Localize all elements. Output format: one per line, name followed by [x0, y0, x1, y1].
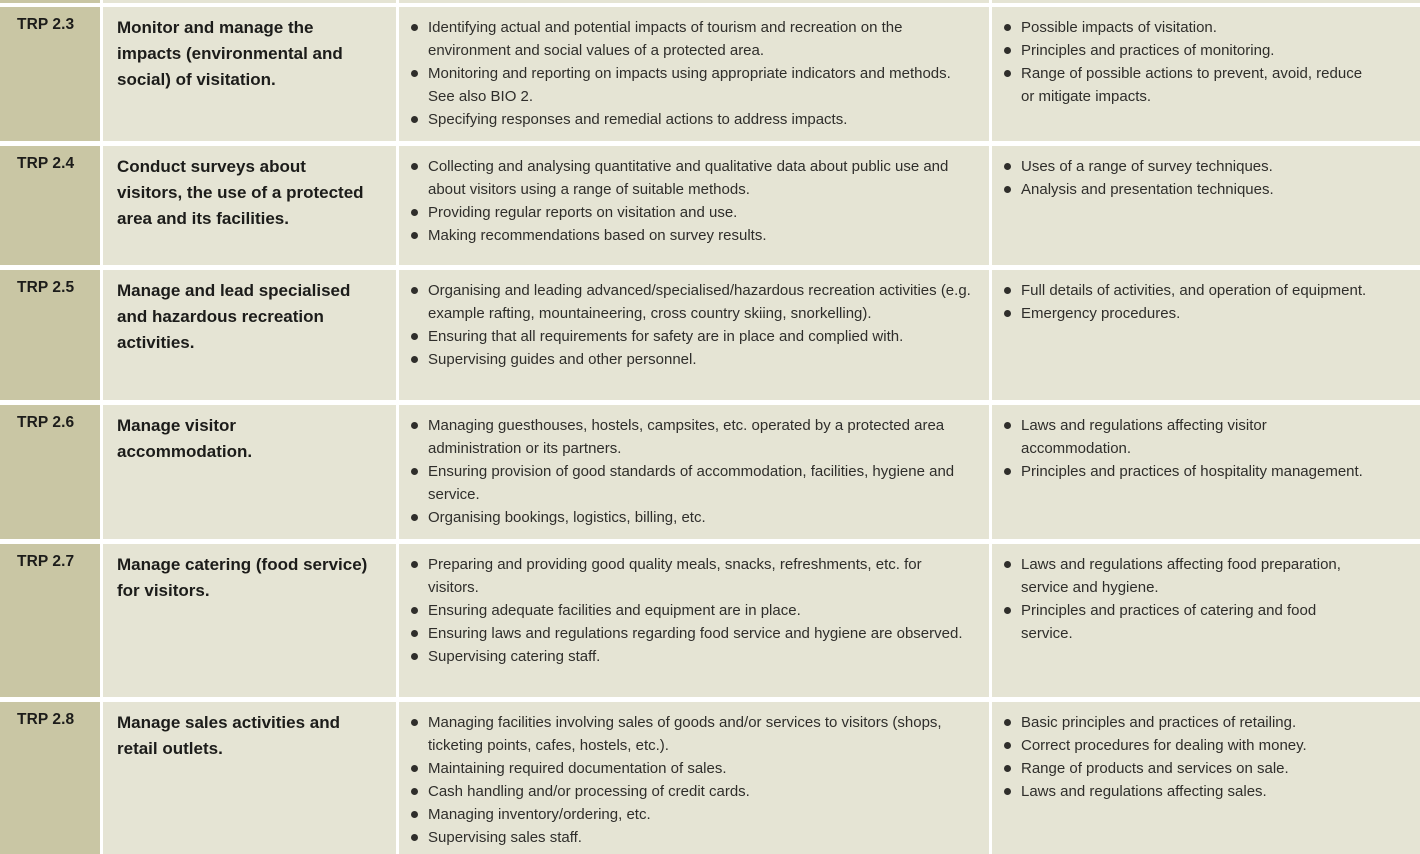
- bullet-text: Range of possible actions to prevent, avoid, reduce or mitigate impacts.: [1021, 65, 1363, 105]
- list-item: [411, 780, 971, 803]
- bullet-icon: [411, 765, 418, 772]
- list-item: [411, 599, 971, 622]
- competence-title: [103, 405, 396, 539]
- bullet-icon: [411, 719, 418, 726]
- list-item: [1004, 302, 1370, 325]
- competence-code: [0, 270, 100, 400]
- skills-list: [411, 279, 971, 371]
- bullet-text: Supervising guides and other personnel.: [428, 351, 697, 368]
- table-row: [0, 702, 1420, 854]
- skills-list: [411, 155, 971, 247]
- bullet-text: Ensuring that all requirements for safety are in place and complied with.: [428, 328, 904, 345]
- knowledge-list: [1004, 711, 1370, 803]
- title-text: Monitor and manage the impacts (environmental and social) of visitation.: [117, 18, 343, 89]
- list-item: [411, 108, 971, 131]
- bullet-text: Basic principles and practices of retailing.: [1021, 714, 1297, 731]
- knowledge-cell: [992, 146, 1420, 265]
- bullet-text: Laws and regulations affecting food preparation, service and hygiene.: [1021, 556, 1341, 596]
- list-item: [411, 16, 971, 62]
- bullet-icon: [1004, 742, 1011, 749]
- bullet-icon: [411, 630, 418, 637]
- list-item: [1004, 39, 1370, 62]
- skills-cell: [399, 270, 989, 400]
- competence-code: [0, 146, 100, 265]
- bullet-text: Making recommendations based on survey results.: [428, 227, 767, 244]
- list-item: [411, 622, 971, 645]
- bullet-text: Providing regular reports on visitation and use.: [428, 204, 738, 221]
- bullet-icon: [1004, 607, 1011, 614]
- table-row: [0, 7, 1420, 141]
- competence-title: [103, 146, 396, 265]
- list-item: [1004, 155, 1370, 178]
- list-item: [1004, 414, 1370, 460]
- title-text: Manage and lead specialised and hazardous recreation activities.: [117, 281, 351, 352]
- bullet-icon: [411, 163, 418, 170]
- skills-cell: [399, 7, 989, 141]
- knowledge-list: [1004, 553, 1370, 645]
- list-item: [1004, 178, 1370, 201]
- knowledge-cell: [992, 702, 1420, 854]
- knowledge-list: [1004, 155, 1370, 201]
- list-item: [411, 460, 971, 506]
- competence-table: [0, 7, 1420, 854]
- list-item: [1004, 279, 1370, 302]
- knowledge-cell-edge: [992, 0, 1420, 3]
- competence-code: [0, 7, 100, 141]
- table-row: [0, 405, 1420, 539]
- bullet-icon: [1004, 287, 1011, 294]
- code-cell-edge: [0, 0, 100, 3]
- knowledge-list: [1004, 279, 1370, 325]
- list-item: [1004, 780, 1370, 803]
- table-row: [0, 544, 1420, 697]
- list-item: [1004, 757, 1370, 780]
- skills-cell: [399, 702, 989, 854]
- list-item: [411, 803, 971, 826]
- list-item: [411, 414, 971, 460]
- previous-row-edge: [0, 0, 1420, 3]
- bullet-icon: [1004, 468, 1011, 475]
- bullet-icon: [411, 356, 418, 363]
- bullet-text: Cash handling and/or processing of credit cards.: [428, 783, 750, 800]
- bullet-text: Managing guesthouses, hostels, campsites, etc. operated by a protected area administration or its partners.: [428, 417, 945, 457]
- bullet-text: Identifying actual and potential impacts of tourism and recreation on the environment and social values of a protected area.: [428, 19, 903, 59]
- knowledge-cell: [992, 544, 1420, 697]
- list-item: [411, 826, 971, 849]
- competence-code: [0, 544, 100, 697]
- knowledge-cell: [992, 405, 1420, 539]
- competence-title: [103, 544, 396, 697]
- bullet-icon: [1004, 186, 1011, 193]
- competence-title: [103, 702, 396, 854]
- title-text: Manage visitor accommodation.: [117, 416, 253, 461]
- skills-cell-edge: [399, 0, 989, 3]
- skills-list: [411, 414, 971, 529]
- code-label: TRP 2.7: [17, 553, 75, 570]
- knowledge-cell: [992, 7, 1420, 141]
- code-label: TRP 2.3: [17, 16, 75, 33]
- title-text: Conduct surveys about visitors, the use of a protected area and its facilities.: [117, 157, 364, 228]
- list-item: [1004, 711, 1370, 734]
- knowledge-list: [1004, 16, 1370, 108]
- list-item: [1004, 460, 1370, 483]
- list-item: [411, 325, 971, 348]
- bullet-text: Laws and regulations affecting visitor accommodation.: [1021, 417, 1267, 457]
- bullet-text: Ensuring provision of good standards of accommodation, facilities, hygiene and service.: [428, 463, 955, 503]
- bullet-text: Ensuring laws and regulations regarding food service and hygiene are observed.: [428, 625, 963, 642]
- title-text: Manage sales activities and retail outlets.: [117, 713, 340, 758]
- skills-cell: [399, 544, 989, 697]
- list-item: [411, 757, 971, 780]
- bullet-text: Managing facilities involving sales of goods and/or services to visitors (shops, ticketing points, cafes, hostels, etc.).: [428, 714, 942, 754]
- competence-code: [0, 702, 100, 854]
- bullet-text: Preparing and providing good quality meals, snacks, refreshments, etc. for visitors.: [428, 556, 922, 596]
- bullet-icon: [411, 468, 418, 475]
- code-label: TRP 2.8: [17, 711, 75, 728]
- knowledge-list: [1004, 414, 1370, 483]
- list-item: [1004, 734, 1370, 757]
- list-item: [1004, 62, 1370, 108]
- bullet-text: Emergency procedures.: [1021, 305, 1181, 322]
- bullet-text: Principles and practices of monitoring.: [1021, 42, 1275, 59]
- bullet-text: Laws and regulations affecting sales.: [1021, 783, 1267, 800]
- bullet-icon: [1004, 163, 1011, 170]
- bullet-icon: [411, 116, 418, 123]
- bullet-icon: [1004, 561, 1011, 568]
- bullet-icon: [1004, 310, 1011, 317]
- bullet-icon: [1004, 70, 1011, 77]
- bullet-text: Possible impacts of visitation.: [1021, 19, 1217, 36]
- bullet-icon: [411, 834, 418, 841]
- list-item: [1004, 599, 1370, 645]
- bullet-icon: [411, 607, 418, 614]
- bullet-icon: [411, 209, 418, 216]
- bullet-icon: [1004, 47, 1011, 54]
- bullet-text: Organising bookings, logistics, billing, etc.: [428, 509, 706, 526]
- table-row: [0, 146, 1420, 265]
- competence-title: [103, 270, 396, 400]
- competence-code: [0, 405, 100, 539]
- bullet-text: Analysis and presentation techniques.: [1021, 181, 1274, 198]
- bullet-icon: [1004, 788, 1011, 795]
- skills-list: [411, 553, 971, 668]
- bullet-text: Managing inventory/ordering, etc.: [428, 806, 651, 823]
- bullet-text: Maintaining required documentation of sales.: [428, 760, 727, 777]
- competence-title: [103, 7, 396, 141]
- bullet-text: Ensuring adequate facilities and equipment are in place.: [428, 602, 801, 619]
- bullet-icon: [1004, 765, 1011, 772]
- bullet-icon: [411, 653, 418, 660]
- bullet-text: Organising and leading advanced/specialised/hazardous recreation activities (e.g. example rafting, mountaineering, cross country skiing, snorkelling).: [428, 282, 971, 322]
- list-item: [411, 201, 971, 224]
- bullet-icon: [411, 287, 418, 294]
- code-label: TRP 2.5: [17, 279, 75, 296]
- skills-list: [411, 16, 971, 131]
- list-item: [411, 553, 971, 599]
- bullet-icon: [411, 514, 418, 521]
- list-item: [1004, 553, 1370, 599]
- list-item: [411, 711, 971, 757]
- bullet-icon: [411, 70, 418, 77]
- skills-list: [411, 711, 971, 849]
- list-item: [411, 348, 971, 371]
- bullet-text: Supervising sales staff.: [428, 829, 582, 846]
- bullet-text: Principles and practices of hospitality management.: [1021, 463, 1363, 480]
- bullet-icon: [411, 788, 418, 795]
- bullet-text: Principles and practices of catering and food service.: [1021, 602, 1317, 642]
- title-cell-edge: [103, 0, 396, 3]
- bullet-icon: [411, 422, 418, 429]
- bullet-text: Specifying responses and remedial actions to address impacts.: [428, 111, 848, 128]
- bullet-icon: [411, 811, 418, 818]
- bullet-icon: [411, 232, 418, 239]
- bullet-text: Correct procedures for dealing with money.: [1021, 737, 1307, 754]
- skills-cell: [399, 146, 989, 265]
- table-row: [0, 270, 1420, 400]
- knowledge-cell: [992, 270, 1420, 400]
- title-text: Manage catering (food service) for visitors.: [117, 555, 368, 600]
- code-label: TRP 2.4: [17, 155, 75, 172]
- bullet-text: Range of products and services on sale.: [1021, 760, 1289, 777]
- bullet-text: Full details of activities, and operation of equipment.: [1021, 282, 1367, 299]
- list-item: [411, 506, 971, 529]
- list-item: [411, 224, 971, 247]
- bullet-text: Supervising catering staff.: [428, 648, 601, 665]
- bullet-icon: [1004, 719, 1011, 726]
- bullet-icon: [1004, 24, 1011, 31]
- list-item: [411, 155, 971, 201]
- bullet-icon: [411, 24, 418, 31]
- bullet-icon: [1004, 422, 1011, 429]
- bullet-icon: [411, 333, 418, 340]
- list-item: [411, 62, 971, 108]
- list-item: [1004, 16, 1370, 39]
- list-item: [411, 279, 971, 325]
- bullet-text: Monitoring and reporting on impacts using appropriate indicators and methods. See also BIO 2.: [428, 65, 951, 105]
- code-label: TRP 2.6: [17, 414, 75, 431]
- bullet-text: Collecting and analysing quantitative and qualitative data about public use and about visitors using a range of suitable methods.: [428, 158, 949, 198]
- skills-cell: [399, 405, 989, 539]
- list-item: [411, 645, 971, 668]
- bullet-icon: [411, 561, 418, 568]
- bullet-text: Uses of a range of survey techniques.: [1021, 158, 1273, 175]
